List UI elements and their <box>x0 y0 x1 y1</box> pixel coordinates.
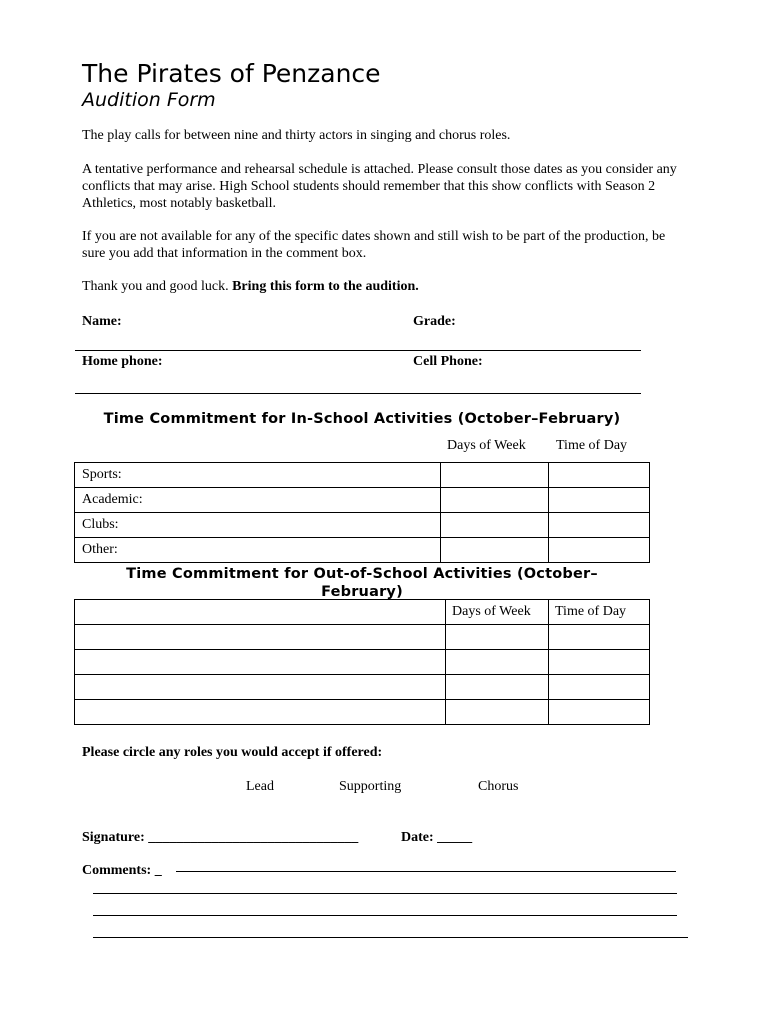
form-title: The Pirates of Penzance <box>82 59 381 88</box>
in-school-days-cell[interactable] <box>441 538 549 563</box>
out-school-time-header: Time of Day <box>549 600 650 625</box>
table-row <box>75 650 650 675</box>
in-school-days-header: Days of Week <box>447 438 526 453</box>
in-school-days-cell[interactable] <box>441 513 549 538</box>
intro-paragraph-1: The play calls for between nine and thirty actors in singing and chorus roles. <box>82 128 511 143</box>
cell-phone-label: Cell Phone: <box>413 354 483 369</box>
role-chorus[interactable]: Chorus <box>478 779 519 794</box>
phone-field-line[interactable] <box>75 393 641 394</box>
roles-prompt: Please circle any roles you would accept if offered: <box>82 745 383 760</box>
table-row <box>75 625 650 650</box>
in-school-days-cell[interactable] <box>441 488 549 513</box>
in-school-time-cell[interactable] <box>549 538 650 563</box>
table-row <box>75 463 650 488</box>
out-school-time-cell[interactable] <box>549 700 650 725</box>
table-row <box>75 538 650 563</box>
role-lead[interactable]: Lead <box>246 779 274 794</box>
comments-line[interactable] <box>93 893 677 894</box>
home-phone-label: Home phone: <box>82 354 163 369</box>
in-school-row-label: Sports: <box>75 463 441 488</box>
date-field[interactable]: Date: _____ <box>401 830 473 845</box>
intro-paragraph-3: If you are not available for any of the specific dates shown and still wish to be part of the production, be sure you add that information in the comment box. <box>82 229 666 261</box>
in-school-days-cell[interactable] <box>441 463 549 488</box>
table-row <box>75 513 650 538</box>
out-school-time-cell[interactable] <box>549 650 650 675</box>
out-school-table <box>74 599 650 725</box>
form-subtitle: Audition Form <box>82 89 216 111</box>
intro-paragraph-4 <box>82 278 682 295</box>
out-school-heading: Time Commitment for Out-of-School Activities (October–February) <box>126 566 598 600</box>
in-school-row-label: Other: <box>75 538 441 563</box>
comments-line[interactable] <box>93 915 677 916</box>
out-school-days-header: Days of Week <box>446 600 549 625</box>
in-school-row-label: Academic: <box>75 488 441 513</box>
in-school-table <box>74 462 650 563</box>
in-school-time-header: Time of Day <box>556 438 628 453</box>
out-school-activity-cell[interactable] <box>75 625 446 650</box>
comments-label: Comments: _ <box>82 863 162 878</box>
comments-line[interactable] <box>176 871 676 872</box>
table-row <box>75 675 650 700</box>
thank-you-text: Thank you and good luck. <box>82 279 233 294</box>
name-label: Name: <box>82 314 122 329</box>
in-school-row-label: Clubs: <box>75 513 441 538</box>
role-supporting[interactable]: Supporting <box>339 779 402 794</box>
table-row <box>75 488 650 513</box>
out-school-time-cell[interactable] <box>549 675 650 700</box>
out-school-days-cell[interactable] <box>446 675 549 700</box>
bring-form-note: Bring this form to the audition. <box>232 279 419 294</box>
out-school-days-cell[interactable] <box>446 625 549 650</box>
out-school-activity-cell[interactable] <box>75 675 446 700</box>
comments-line[interactable] <box>93 937 688 938</box>
out-school-days-cell[interactable] <box>446 700 549 725</box>
grade-label: Grade: <box>413 314 456 329</box>
out-school-time-cell[interactable] <box>549 625 650 650</box>
in-school-time-cell[interactable] <box>549 488 650 513</box>
in-school-time-cell[interactable] <box>549 513 650 538</box>
out-school-days-cell[interactable] <box>446 650 549 675</box>
out-school-activity-cell[interactable] <box>75 650 446 675</box>
intro-paragraph-2: A tentative performance and rehearsal schedule is attached. Please consult those dates as you consider any conflicts that may arise. High School students should remember that this show conflicts with Season 2 Athletics, most notably basketball. <box>82 162 677 211</box>
in-school-time-cell[interactable] <box>549 463 650 488</box>
out-school-blank-header <box>75 600 446 625</box>
table-row <box>75 700 650 725</box>
in-school-heading: Time Commitment for In-School Activities (October–February) <box>103 411 621 427</box>
name-grade-field-line[interactable] <box>75 350 641 351</box>
table-row <box>75 600 650 625</box>
signature-field[interactable]: Signature: ______________________________ <box>82 830 359 845</box>
out-school-activity-cell[interactable] <box>75 700 446 725</box>
